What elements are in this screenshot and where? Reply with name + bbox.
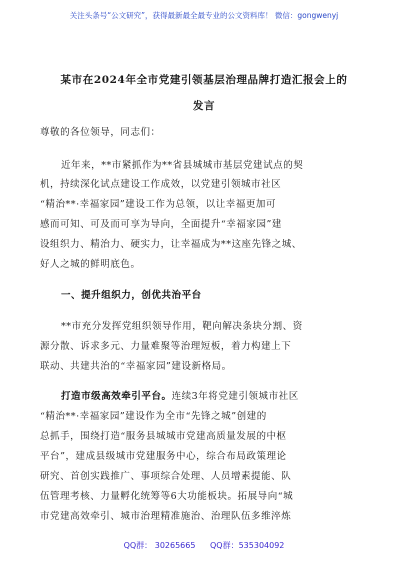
footer-qq-group-2: QQ群：535304092 <box>210 541 285 550</box>
section-1-heading: 一、提升组织力，创优共治平台 <box>61 290 202 301</box>
paragraph-1-line: 感而可知、可及而可享为导向，全面提升“幸福家园”建 <box>40 219 282 230</box>
paragraph-3-first-line <box>61 388 349 402</box>
paragraph-2-line: 源分散、诉求多元、力量难聚等治理短板，着力构建上下 <box>40 341 292 352</box>
paragraph-2-line: **市充分发挥党组织领导作用，靶向解决条块分割、资 <box>61 321 303 332</box>
salutation: 尊敬的各位领导，同志们： <box>40 127 161 138</box>
paragraph-1-line: 机，持续深化试点建设工作成效，以党建引领城市社区 <box>40 179 282 190</box>
paragraph-1-line: “精治**·幸福家园”建设工作为总领，以让幸福更加可 <box>40 199 277 210</box>
paragraph-3-line: “精治**·幸福家园”建设作为全市“先锋之城”创建的 <box>40 411 267 422</box>
paragraph-1-line: 设组织力、精治力、硬实力，让幸福成为**这座先锋之城、 <box>40 239 302 250</box>
paragraph-2-line: 联动、共建共治的“幸福家园”建设新格局。 <box>40 361 232 372</box>
paragraph-3-line: 平台”，建成县级城市党建服务中心，综合布局政策理论 <box>40 451 287 462</box>
footer-qq-group-1: QQ群： 30265665 <box>123 541 196 550</box>
paragraph-3-line: 总抓手，围绕打造“服务县城城市党建高质量发展的中枢 <box>40 431 287 442</box>
paragraph-1-line: 近年来，**市紧抓作为**省县城城市基层党建试点的契 <box>61 160 304 171</box>
document-title-line-1: 某市在2024年全市党建引领基层治理品牌打造汇报会上的 <box>60 74 348 86</box>
header-promo-note: 关注头条号“公文研究”，获得最新最全最专业的公文资料库！ 微信：gongwenyj <box>69 11 339 20</box>
document-title-line-2: 发言 <box>192 100 216 112</box>
paragraph-3-line: 研究、首创实践推广、事项综合处理、人员增素提能、队 <box>40 471 292 482</box>
paragraph-3-line: 市党建高效牵引、城市治理精准施治、治理队伍多维淬炼 <box>40 511 292 522</box>
paragraph-3-lead-rest: 连续3年将党建引领城市社区 <box>171 391 299 402</box>
paragraph-3-line: 伍管理考核、力量孵化统筹等6大功能板块。拓展导向“城 <box>40 491 294 502</box>
paragraph-1-line: 好人之城的鲜明底色。 <box>40 259 141 270</box>
paragraph-3-lead: 打造市级高效牵引平台。 <box>61 391 172 402</box>
footer-contacts <box>0 540 408 551</box>
